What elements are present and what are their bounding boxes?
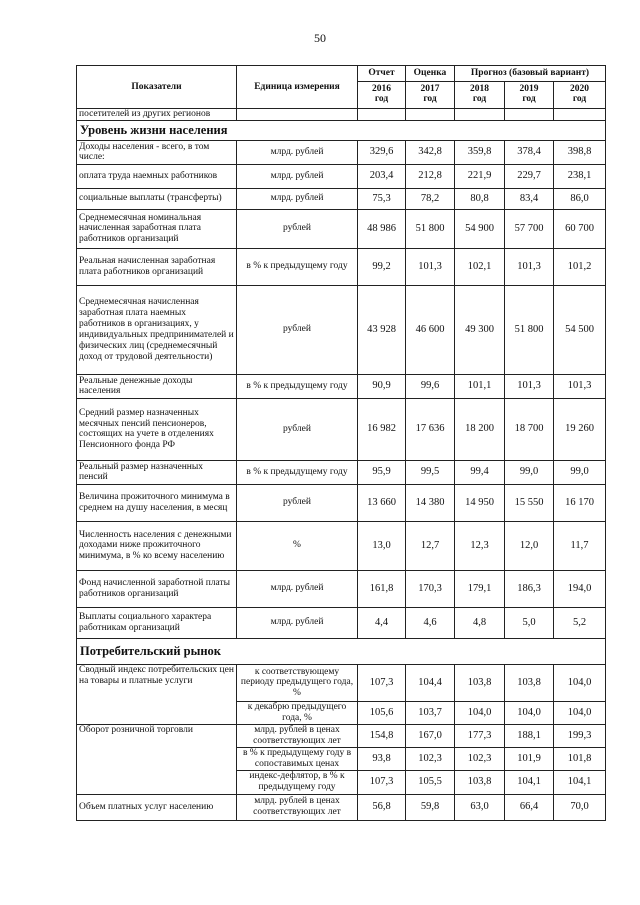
value-cell: 75,3 — [358, 188, 406, 209]
row-unit: рублей — [237, 484, 358, 521]
row-unit: в % к предыдущему году — [237, 248, 358, 285]
value-cell: 105,5 — [406, 770, 455, 794]
value-cell: 4,6 — [406, 607, 455, 638]
value-cell: 161,8 — [358, 570, 406, 607]
value-cell: 101,1 — [455, 374, 505, 398]
value-cell: 104,0 — [455, 701, 505, 724]
value-cell: 99,6 — [406, 374, 455, 398]
header-report: Отчет — [358, 66, 406, 82]
value-cell: 18 200 — [455, 398, 505, 460]
empty-cell — [505, 109, 554, 121]
value-cell: 154,8 — [358, 724, 406, 747]
value-cell: 177,3 — [455, 724, 505, 747]
value-cell: 70,0 — [554, 794, 606, 820]
page-number: 50 — [314, 31, 326, 45]
row-unit: рублей — [237, 398, 358, 460]
value-cell: 104,0 — [554, 664, 606, 701]
value-cell: 99,4 — [455, 460, 505, 484]
value-cell: 101,8 — [554, 747, 606, 770]
value-cell: 13,0 — [358, 521, 406, 570]
table-row — [77, 109, 606, 121]
value-cell: 86,0 — [554, 188, 606, 209]
row-unit: в % к предыдущему году — [237, 374, 358, 398]
value-cell: 43 928 — [358, 285, 406, 374]
row-unit: млрд. рублей в ценах соответствующих лет — [237, 794, 358, 820]
empty-cell — [237, 109, 358, 121]
value-cell: 170,3 — [406, 570, 455, 607]
table-row — [77, 724, 606, 747]
value-cell: 12,7 — [406, 521, 455, 570]
row-name: Среднемесячная начисленная заработная плата наемных работников в организациях, у индивидуальных предпринимателей и физических лиц (среднемесячный доход от трудовой деятельности) — [77, 285, 237, 374]
value-cell: 99,0 — [554, 460, 606, 484]
section-row — [77, 120, 606, 140]
value-cell: 179,1 — [455, 570, 505, 607]
row-unit: млрд. рублей в ценах соответствующих лет — [237, 724, 358, 747]
value-cell: 167,0 — [406, 724, 455, 747]
table-row — [77, 140, 606, 164]
value-cell: 103,8 — [455, 770, 505, 794]
row-name: Средний размер назначенных месячных пенсий пенсионеров, состоящих на учете в отделениях Пенсионного фонда РФ — [77, 398, 237, 460]
table-row — [77, 398, 606, 460]
value-cell: 104,4 — [406, 664, 455, 701]
header-year-2018: 2018 год — [455, 82, 505, 109]
value-cell: 93,8 — [358, 747, 406, 770]
table-body — [77, 109, 606, 821]
value-cell: 101,9 — [505, 747, 554, 770]
value-cell: 103,8 — [455, 664, 505, 701]
table-header — [77, 66, 606, 109]
value-cell: 212,8 — [406, 164, 455, 188]
row-name: Реальная начисленная заработная плата работников организаций — [77, 248, 237, 285]
value-cell: 104,0 — [505, 701, 554, 724]
row-name: Сводный индекс потребительских цен на товары и платные услуги — [77, 664, 237, 724]
value-cell: 104,1 — [554, 770, 606, 794]
header-year-2016: 2016 год — [358, 82, 406, 109]
value-cell: 329,6 — [358, 140, 406, 164]
value-cell: 11,7 — [554, 521, 606, 570]
row-name: Численность населения с денежными доходами ниже прожиточного минимума, в % ко всему населению — [77, 521, 237, 570]
table-row — [77, 285, 606, 374]
header-year-2020: 2020 год — [554, 82, 606, 109]
row-unit: млрд. рублей — [237, 607, 358, 638]
empty-cell — [455, 109, 505, 121]
value-cell: 102,3 — [455, 747, 505, 770]
table-row — [77, 374, 606, 398]
value-cell: 5,0 — [505, 607, 554, 638]
value-cell: 238,1 — [554, 164, 606, 188]
header-indicator: Показатели — [77, 66, 237, 109]
row-unit: % — [237, 521, 358, 570]
row-name: Среднемесячная номинальная начисленная заработная плата работников организаций — [77, 209, 237, 248]
value-cell: 54 500 — [554, 285, 606, 374]
value-cell: 16 982 — [358, 398, 406, 460]
value-cell: 83,4 — [505, 188, 554, 209]
row-name: оплата труда наемных работников — [77, 164, 237, 188]
row-unit: к декабрю предыдущего года, % — [237, 701, 358, 724]
row-unit: рублей — [237, 209, 358, 248]
row-unit: рублей — [237, 285, 358, 374]
value-cell: 49 300 — [455, 285, 505, 374]
value-cell: 203,4 — [358, 164, 406, 188]
value-cell: 46 600 — [406, 285, 455, 374]
table-row — [77, 248, 606, 285]
empty-cell — [358, 109, 406, 121]
section-title: Уровень жизни населения — [77, 120, 606, 140]
table-row — [77, 570, 606, 607]
forecast-table — [76, 65, 606, 821]
value-cell: 51 800 — [505, 285, 554, 374]
value-cell: 101,3 — [406, 248, 455, 285]
value-cell: 12,0 — [505, 521, 554, 570]
value-cell: 107,3 — [358, 664, 406, 701]
table-row — [77, 664, 606, 701]
table-row — [77, 164, 606, 188]
row-name: Фонд начисленной заработной платы работников организаций — [77, 570, 237, 607]
value-cell: 48 986 — [358, 209, 406, 248]
value-cell: 101,3 — [554, 374, 606, 398]
row-unit: в % к предыдущему году — [237, 460, 358, 484]
section-row — [77, 638, 606, 664]
value-cell: 51 800 — [406, 209, 455, 248]
row-name: Оборот розничной торговли — [77, 724, 237, 794]
value-cell: 18 700 — [505, 398, 554, 460]
value-cell: 378,4 — [505, 140, 554, 164]
value-cell: 16 170 — [554, 484, 606, 521]
value-cell: 101,3 — [505, 374, 554, 398]
table-row — [77, 460, 606, 484]
value-cell: 56,8 — [358, 794, 406, 820]
value-cell: 17 636 — [406, 398, 455, 460]
value-cell: 229,7 — [505, 164, 554, 188]
value-cell: 101,3 — [505, 248, 554, 285]
row-name: Величина прожиточного минимума в среднем на душу населения, в месяц — [77, 484, 237, 521]
header-year-2019: 2019 год — [505, 82, 554, 109]
row-unit: млрд. рублей — [237, 164, 358, 188]
row-unit: млрд. рублей — [237, 570, 358, 607]
row-name: Реальный размер назначенных пенсий — [77, 460, 237, 484]
row-name: Выплаты социального характера работникам организаций — [77, 607, 237, 638]
value-cell: 13 660 — [358, 484, 406, 521]
table-row — [77, 607, 606, 638]
value-cell: 14 380 — [406, 484, 455, 521]
value-cell: 188,1 — [505, 724, 554, 747]
value-cell: 99,5 — [406, 460, 455, 484]
value-cell: 4,4 — [358, 607, 406, 638]
empty-cell — [554, 109, 606, 121]
value-cell: 103,8 — [505, 664, 554, 701]
value-cell: 60 700 — [554, 209, 606, 248]
value-cell: 199,3 — [554, 724, 606, 747]
value-cell: 78,2 — [406, 188, 455, 209]
value-cell: 104,0 — [554, 701, 606, 724]
table-row — [77, 794, 606, 820]
row-name: Реальные денежные доходы населения — [77, 374, 237, 398]
row-unit: млрд. рублей — [237, 188, 358, 209]
value-cell: 342,8 — [406, 140, 455, 164]
row-unit: индекс-дефлятор, в % к предыдущему году — [237, 770, 358, 794]
table-row — [77, 209, 606, 248]
table-row — [77, 521, 606, 570]
value-cell: 66,4 — [505, 794, 554, 820]
value-cell: 101,2 — [554, 248, 606, 285]
value-cell: 5,2 — [554, 607, 606, 638]
value-cell: 4,8 — [455, 607, 505, 638]
value-cell: 398,8 — [554, 140, 606, 164]
empty-cell — [406, 109, 455, 121]
value-cell: 57 700 — [505, 209, 554, 248]
value-cell: 90,9 — [358, 374, 406, 398]
value-cell: 80,8 — [455, 188, 505, 209]
value-cell: 221,9 — [455, 164, 505, 188]
value-cell: 54 900 — [455, 209, 505, 248]
row-name: посетителей из других регионов — [77, 109, 237, 121]
header-forecast: Прогноз (базовый вариант) — [455, 66, 606, 82]
value-cell: 102,1 — [455, 248, 505, 285]
value-cell: 103,7 — [406, 701, 455, 724]
value-cell: 194,0 — [554, 570, 606, 607]
value-cell: 59,8 — [406, 794, 455, 820]
value-cell: 99,2 — [358, 248, 406, 285]
table-row — [77, 484, 606, 521]
value-cell: 12,3 — [455, 521, 505, 570]
value-cell: 104,1 — [505, 770, 554, 794]
value-cell: 102,3 — [406, 747, 455, 770]
value-cell: 15 550 — [505, 484, 554, 521]
row-name: Объем платных услуг населению — [77, 794, 237, 820]
value-cell: 107,3 — [358, 770, 406, 794]
row-unit: к соответствующему периоду предыдущего года, % — [237, 664, 358, 701]
value-cell: 63,0 — [455, 794, 505, 820]
value-cell: 95,9 — [358, 460, 406, 484]
row-name: социальные выплаты (трансферты) — [77, 188, 237, 209]
header-year-2017: 2017 год — [406, 82, 455, 109]
table-row — [77, 188, 606, 209]
value-cell: 14 950 — [455, 484, 505, 521]
value-cell: 359,8 — [455, 140, 505, 164]
row-unit: в % к предыдущему году в сопоставимых ценах — [237, 747, 358, 770]
row-unit: млрд. рублей — [237, 140, 358, 164]
value-cell: 19 260 — [554, 398, 606, 460]
value-cell: 99,0 — [505, 460, 554, 484]
section-title: Потребительский рынок — [77, 638, 606, 664]
header-unit: Единица измерения — [237, 66, 358, 109]
row-name: Доходы населения - всего, в том числе: — [77, 140, 237, 164]
header-estimate: Оценка — [406, 66, 455, 82]
value-cell: 186,3 — [505, 570, 554, 607]
value-cell: 105,6 — [358, 701, 406, 724]
